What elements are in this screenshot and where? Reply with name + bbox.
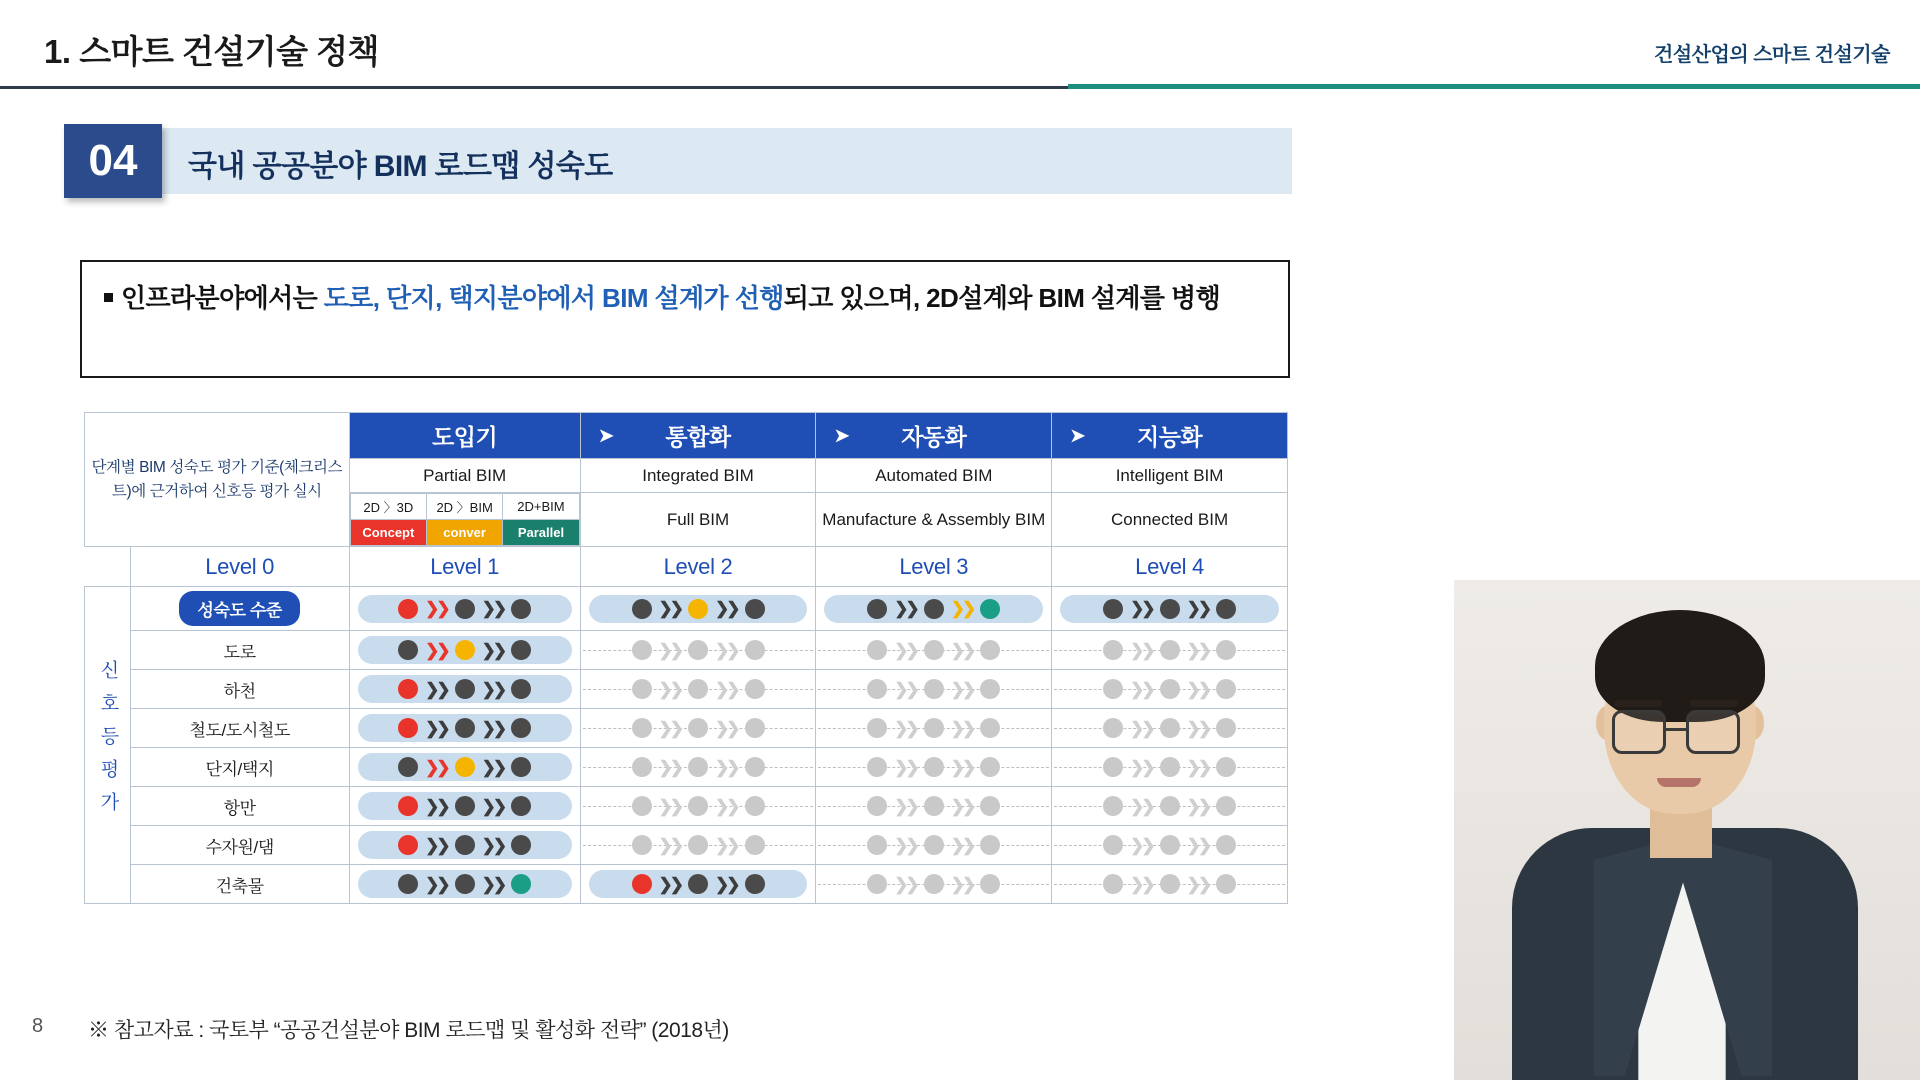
stage-header-1 bbox=[580, 413, 816, 459]
dot-strip-dim: ❯❯ ❯❯ bbox=[816, 670, 1051, 708]
table-row bbox=[85, 587, 1288, 631]
page-title: 1. 스마트 건설기술 정책 bbox=[44, 33, 379, 70]
sub-label-3: Intelligent BIM bbox=[1052, 459, 1288, 493]
table-row bbox=[85, 709, 1288, 748]
page-number: 8 bbox=[32, 1015, 44, 1037]
dot-strip bbox=[350, 590, 580, 628]
dot-strip-dim: ❯❯ ❯❯ bbox=[816, 748, 1051, 786]
dot-strip-dim: ❯❯ ❯❯ bbox=[1052, 709, 1287, 747]
presenter-video bbox=[1454, 580, 1920, 1080]
chip-label-1: 2D 〉BIM bbox=[426, 494, 502, 520]
level-label-1: Level 1 bbox=[349, 547, 580, 587]
presenter-glasses-bridge bbox=[1666, 728, 1686, 731]
dot-strip-dim: ❯❯ ❯❯ bbox=[581, 826, 816, 864]
dot-yellow bbox=[688, 599, 708, 619]
dot-red bbox=[398, 599, 418, 619]
strip-cell bbox=[580, 826, 816, 865]
chevron-icon: ❯❯ bbox=[894, 599, 917, 618]
dot-strip-dim: ❯❯ ❯❯ bbox=[581, 787, 816, 825]
row-label-5: 수자원/댐 bbox=[130, 826, 349, 865]
strip-cell bbox=[1052, 748, 1288, 787]
strip-cell bbox=[349, 631, 580, 670]
sub-label-1: Integrated BIM bbox=[580, 459, 816, 493]
level-label-2: Level 2 bbox=[580, 547, 816, 587]
chip-color-2: Parallel bbox=[503, 520, 579, 546]
strip-cell bbox=[816, 709, 1052, 748]
stage-label-3: 지능화 bbox=[1137, 424, 1203, 450]
arrow-icon: ➤ bbox=[1070, 425, 1085, 445]
dot-dark bbox=[632, 599, 652, 619]
strip-cell bbox=[816, 865, 1052, 904]
callout-part1: 인프라분야에서는 bbox=[121, 283, 324, 313]
stage-header-2 bbox=[816, 413, 1052, 459]
callout-part2: 되고 있으며, 2D설계와 BIM 설계를 병행 bbox=[783, 283, 1221, 313]
strip-cell-l3 bbox=[816, 587, 1052, 631]
strip-cell bbox=[1052, 826, 1288, 865]
stage-label-0: 도입기 bbox=[432, 424, 498, 450]
dot-strip: ❯❯ ❯❯ bbox=[581, 865, 816, 903]
status-badge: 성숙도 수준 bbox=[179, 591, 299, 626]
presenter-glasses-right bbox=[1686, 710, 1740, 754]
presenter-brow-left bbox=[1614, 700, 1662, 707]
dot-strip: ❯❯ ❯❯ bbox=[350, 670, 580, 708]
strip-cell bbox=[1052, 787, 1288, 826]
chevron-icon: ❯❯ bbox=[658, 599, 681, 618]
strip-cell bbox=[816, 826, 1052, 865]
chip-label-2: 2D+BIM bbox=[503, 494, 579, 520]
strip-cell bbox=[1052, 865, 1288, 904]
dot-strip-dim: ❯❯ ❯❯ bbox=[581, 709, 816, 747]
dot-strip bbox=[816, 590, 1051, 628]
table-row bbox=[85, 670, 1288, 709]
matrix-level-row bbox=[85, 547, 1288, 587]
stage-header-0 bbox=[349, 413, 580, 459]
row-label-2: 철도/도시철도 bbox=[130, 709, 349, 748]
dot-strip-dim: ❯❯ ❯❯ bbox=[816, 787, 1051, 825]
row-label-0: 도로 bbox=[130, 631, 349, 670]
stage-label-1: 통합화 bbox=[665, 424, 731, 450]
dot-strip-dim: ❯❯ ❯❯ bbox=[1052, 631, 1287, 669]
stage-header-3 bbox=[1052, 413, 1288, 459]
dot-dark bbox=[1103, 599, 1123, 619]
sub-label-0: Partial BIM bbox=[349, 459, 580, 493]
table-row bbox=[85, 631, 1288, 670]
dot-strip-dim: ❯❯ ❯❯ bbox=[581, 748, 816, 786]
dot-strip-dim: ❯❯ ❯❯ bbox=[816, 865, 1051, 903]
strip-cell bbox=[349, 787, 580, 826]
callout-box bbox=[80, 260, 1290, 378]
callout-highlight: 도로, 단지, 택지분야에서 BIM 설계가 선행 bbox=[323, 283, 784, 313]
dot-strip-dim: ❯❯ ❯❯ bbox=[816, 631, 1051, 669]
level-label-3: Level 3 bbox=[816, 547, 1052, 587]
dot-strip: ❯❯ ❯❯ bbox=[350, 787, 580, 825]
strip-cell bbox=[349, 826, 580, 865]
strip-cell-l2 bbox=[580, 587, 816, 631]
strip-cell bbox=[580, 865, 816, 904]
section-title: 국내 공공분야 BIM 로드맵 성숙도 bbox=[188, 150, 613, 183]
dot-strip-dim: ❯❯ ❯❯ bbox=[1052, 748, 1287, 786]
strip-cell bbox=[580, 631, 816, 670]
chip-color-0: Concept bbox=[350, 520, 426, 546]
chip-color-1: conver bbox=[426, 520, 502, 546]
vertical-axis-label bbox=[85, 587, 131, 904]
chevron-icon: ❯❯ bbox=[1186, 599, 1210, 618]
dot-dark bbox=[455, 599, 475, 619]
sub2-label-0: Full BIM bbox=[580, 493, 816, 547]
strip-cell-l4 bbox=[1052, 587, 1288, 631]
strip-cell bbox=[349, 865, 580, 904]
dot-strip: ❯❯ ❯❯ bbox=[350, 709, 580, 747]
dot-strip-dim: ❯❯ ❯❯ bbox=[581, 670, 816, 708]
strip-cell-l1 bbox=[349, 587, 580, 631]
dot-strip bbox=[581, 590, 816, 628]
chevron-icon: ❯❯ bbox=[481, 599, 505, 618]
dot-green bbox=[980, 599, 1000, 619]
strip-cell bbox=[349, 709, 580, 748]
strip-cell bbox=[816, 748, 1052, 787]
chip-group-cell bbox=[349, 493, 580, 547]
level-label-0: Level 0 bbox=[130, 547, 349, 587]
stage-label-2: 자동화 bbox=[901, 424, 967, 450]
arrow-icon: ➤ bbox=[598, 425, 614, 445]
table-row bbox=[85, 748, 1288, 787]
table-row bbox=[85, 826, 1288, 865]
maturity-badge-cell bbox=[130, 587, 349, 631]
table-row bbox=[85, 787, 1288, 826]
sub2-label-1: Manufacture & Assembly BIM bbox=[816, 493, 1052, 547]
dot-strip-dim: ❯❯ ❯❯ bbox=[816, 709, 1051, 747]
dot-strip: ❯❯ ❯❯ bbox=[350, 748, 580, 786]
dot-strip-dim: ❯❯ ❯❯ bbox=[1052, 865, 1287, 903]
chevron-icon: ❯❯ bbox=[1130, 599, 1153, 618]
dot-strip-dim: ❯❯ ❯❯ bbox=[816, 826, 1051, 864]
dot-strip-dim: ❯❯ ❯❯ bbox=[1052, 787, 1287, 825]
strip-cell bbox=[349, 670, 580, 709]
dot-strip bbox=[1052, 590, 1287, 628]
bullet-icon bbox=[104, 293, 113, 302]
strip-cell bbox=[580, 748, 816, 787]
arrow-icon: ➤ bbox=[834, 425, 849, 445]
strip-cell bbox=[349, 748, 580, 787]
strip-cell bbox=[816, 670, 1052, 709]
strip-cell bbox=[816, 787, 1052, 826]
strip-cell bbox=[580, 670, 816, 709]
dot-strip-dim: ❯❯ ❯❯ bbox=[1052, 826, 1287, 864]
chevron-icon: ❯❯ bbox=[715, 599, 738, 618]
strip-cell bbox=[580, 709, 816, 748]
dot-strip-dim: ❯❯ ❯❯ bbox=[581, 631, 816, 669]
dot-dark bbox=[745, 599, 765, 619]
dot-dark bbox=[511, 599, 531, 619]
strip-cell bbox=[580, 787, 816, 826]
header-rule-right bbox=[1068, 84, 1920, 89]
strip-cell bbox=[1052, 670, 1288, 709]
table-row bbox=[85, 865, 1288, 904]
section-number: 04 bbox=[64, 124, 162, 198]
spacer-cell bbox=[85, 547, 131, 587]
header-rule-left bbox=[0, 86, 1068, 89]
row-label-6: 건축물 bbox=[130, 865, 349, 904]
dot-strip: ❯❯ ❯❯ bbox=[350, 826, 580, 864]
row-label-1: 하천 bbox=[130, 670, 349, 709]
row-label-4: 항만 bbox=[130, 787, 349, 826]
dot-strip: ❯❯ ❯❯ bbox=[350, 865, 580, 903]
row-label-3: 단지/택지 bbox=[130, 748, 349, 787]
presenter-glasses-left bbox=[1612, 710, 1666, 754]
chevron-icon: ❯❯ bbox=[425, 599, 448, 618]
sub2-label-2: Connected BIM bbox=[1052, 493, 1288, 547]
matrix-header-row bbox=[85, 413, 1288, 459]
dot-strip: ❯❯ ❯❯ bbox=[350, 631, 580, 669]
vertical-axis-text: 신호등평가 bbox=[97, 659, 119, 825]
dot-dark bbox=[924, 599, 944, 619]
maturity-matrix bbox=[84, 412, 1288, 904]
matrix-desc-cell: 단계별 BIM 성숙도 평가 기준(체크리스트)에 근거하여 신호등 평가 실시 bbox=[85, 413, 350, 547]
presenter-mouth bbox=[1657, 778, 1701, 787]
dot-dark bbox=[867, 599, 887, 619]
chip-label-0: 2D 〉3D bbox=[350, 494, 426, 520]
strip-cell bbox=[1052, 631, 1288, 670]
footnote: ※ 참고자료 : 국토부 “공공건설분야 BIM 로드맵 및 활성화 전략” (2018년) bbox=[88, 1019, 729, 1042]
header-right-label: 건설산업의 스마트 건설기술 bbox=[1654, 44, 1890, 66]
dot-dark bbox=[1160, 599, 1180, 619]
sub-label-2: Automated BIM bbox=[816, 459, 1052, 493]
level-label-4: Level 4 bbox=[1052, 547, 1288, 587]
presenter-brow-right bbox=[1690, 700, 1738, 707]
dot-dark bbox=[1216, 599, 1236, 619]
strip-cell bbox=[1052, 709, 1288, 748]
strip-cell bbox=[816, 631, 1052, 670]
dot-strip-dim: ❯❯ ❯❯ bbox=[1052, 670, 1287, 708]
chevron-icon: ❯❯ bbox=[950, 599, 974, 618]
